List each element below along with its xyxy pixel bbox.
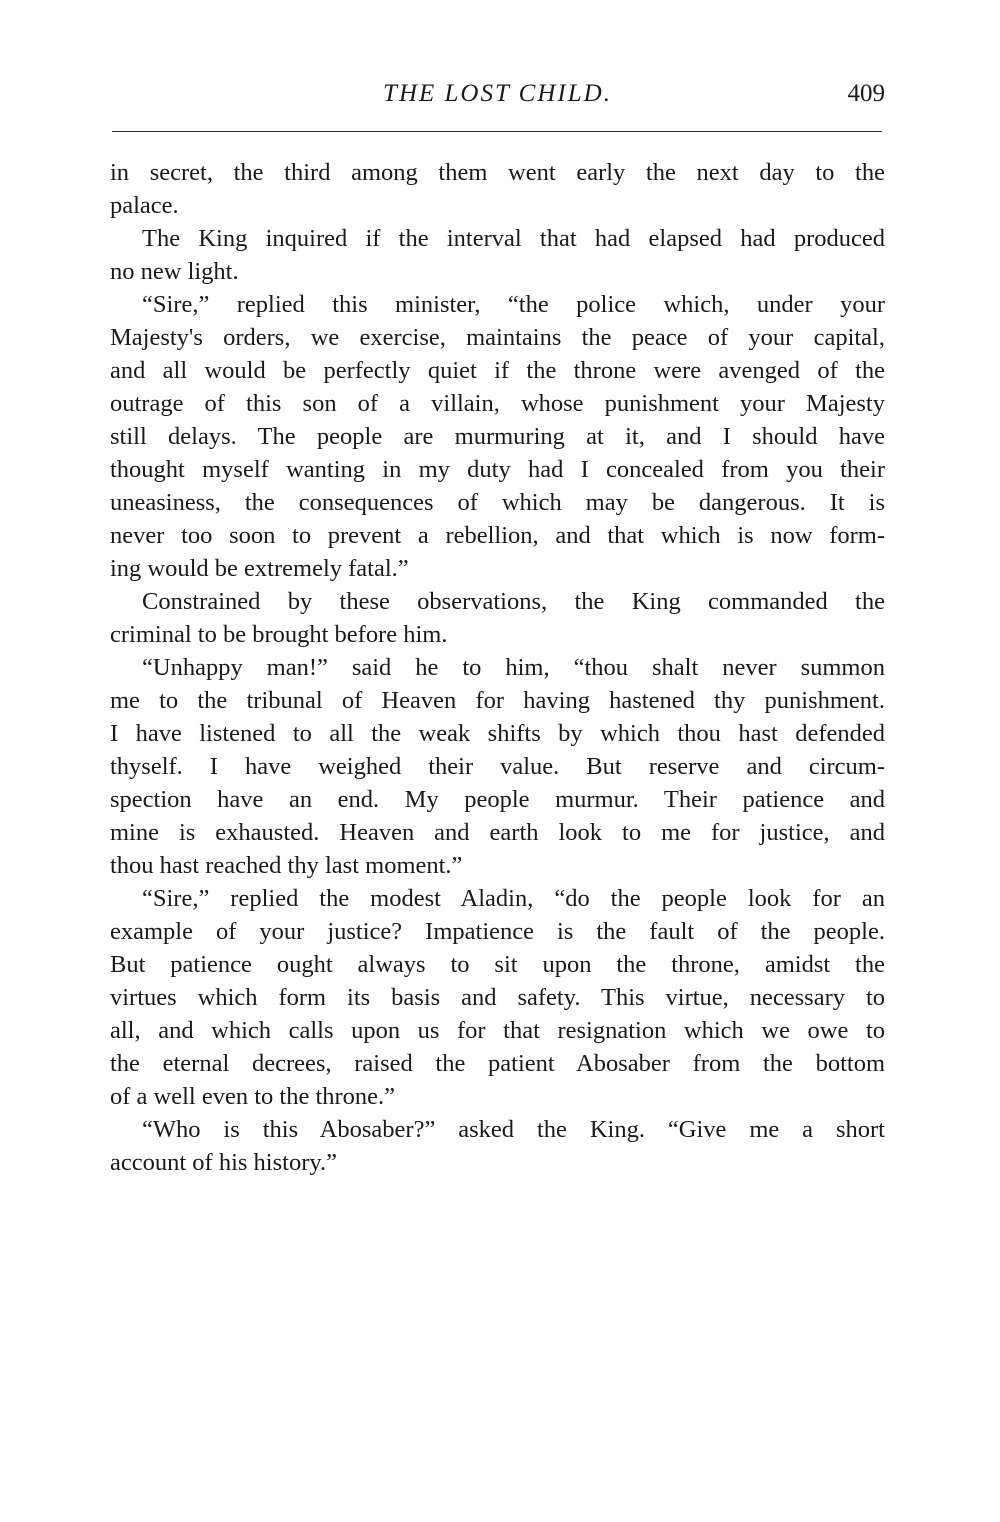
text-line: and all would be perfectly quiet if the throne were avenged of the <box>110 357 885 384</box>
text-line: But patience ought always to sit upon the throne, amidst the <box>110 951 885 978</box>
text-line: thought myself wanting in my duty had I concealed from you their <box>110 456 885 483</box>
text-line: of a well even to the throne.” <box>110 1083 396 1110</box>
text-line: The King inquired if the interval that had elapsed had produced <box>142 225 885 252</box>
text-line: Constrained by these observations, the King commanded the <box>142 588 885 615</box>
text-line: “Who is this Abosaber?” asked the King. “Give me a short <box>142 1116 885 1143</box>
text-line: uneasiness, the consequences of which may be dangerous. It is <box>110 489 885 516</box>
text-line: ing would be extremely fatal.” <box>110 555 409 582</box>
text-line: virtues which form its basis and safety. This virtue, necessary to <box>110 984 885 1011</box>
page-number: 409 <box>847 80 885 107</box>
text-line: example of your justice? Impatience is the fault of the people. <box>110 918 885 945</box>
running-header <box>110 80 885 120</box>
text-line: mine is exhausted. Heaven and earth look to me for justice, and <box>110 819 885 846</box>
page-body-text <box>110 156 885 1179</box>
header-rule <box>112 131 882 132</box>
text-line: “Sire,” replied the modest Aladin, “do the people look for an <box>142 885 885 912</box>
text-line: in secret, the third among them went early the next day to the <box>110 159 885 186</box>
text-line: me to the tribunal of Heaven for having hastened thy punishment. <box>110 687 885 714</box>
text-line: “Sire,” replied this minister, “the police which, under your <box>142 291 885 318</box>
text-line: all, and which calls upon us for that resignation which we owe to <box>110 1017 885 1044</box>
text-line: criminal to be brought before him. <box>110 621 448 648</box>
text-line: no new light. <box>110 258 239 285</box>
text-line: thyself. I have weighed their value. But reserve and circum- <box>110 753 885 780</box>
text-line: outrage of this son of a villain, whose punishment your Majesty <box>110 390 885 417</box>
text-line: still delays. The people are murmuring at it, and I should have <box>110 423 885 450</box>
text-line: never too soon to prevent a rebellion, and that which is now form- <box>110 522 885 549</box>
text-line: thou hast reached thy last moment.” <box>110 852 463 879</box>
text-line: Majesty's orders, we exercise, maintains the peace of your capital, <box>110 324 885 351</box>
text-line: palace. <box>110 192 179 219</box>
running-title: THE LOST CHILD. <box>383 80 612 107</box>
text-line: account of his history.” <box>110 1149 338 1176</box>
text-line: I have listened to all the weak shifts by which thou hast defended <box>110 720 885 747</box>
text-line: the eternal decrees, raised the patient Abosaber from the bottom <box>110 1050 885 1077</box>
text-line: “Unhappy man!” said he to him, “thou shalt never summon <box>142 654 885 681</box>
text-line: spection have an end. My people murmur. Their patience and <box>110 786 885 813</box>
